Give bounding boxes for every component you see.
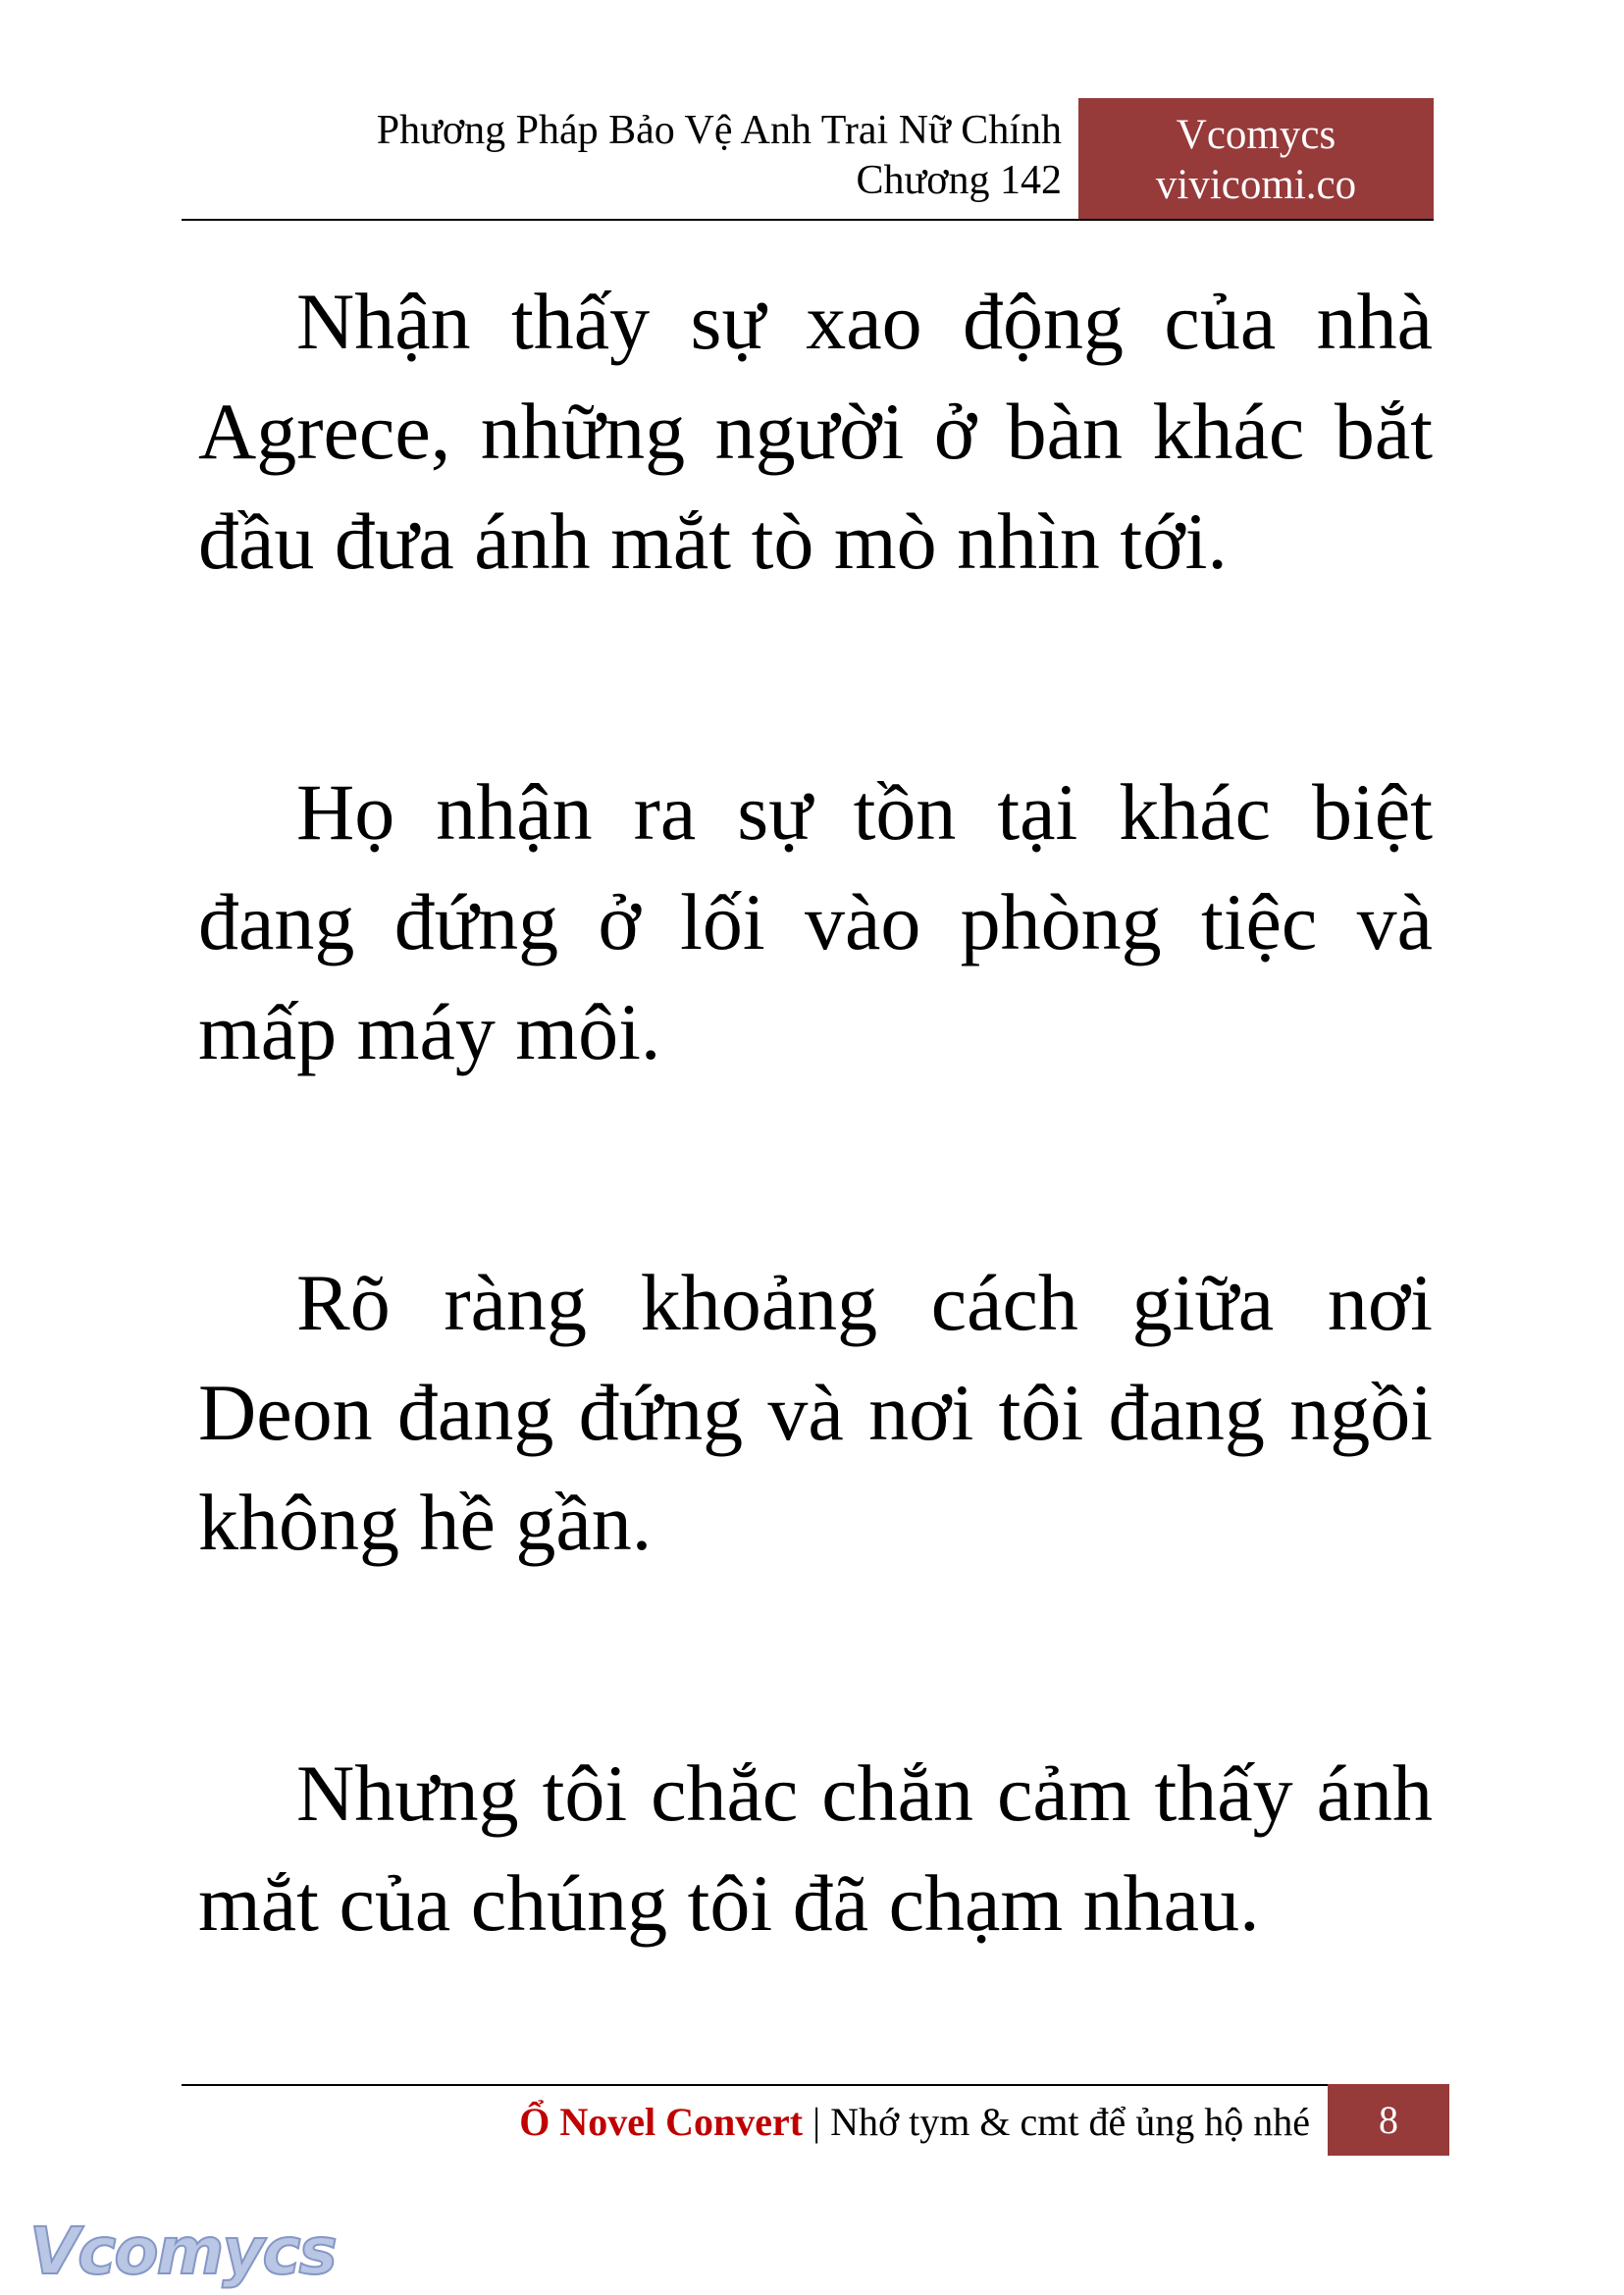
footer-separator: | (803, 2100, 831, 2144)
header-divider (182, 219, 1434, 221)
paragraph-1: Nhận thấy sự xao động của nhà Agrece, những người ở bàn khác bắt đầu đưa ánh mắt tò mò nhìn tới. (198, 277, 1433, 586)
paragraph-2: Họ nhận ra sự tồn tại khác biệt đang đứng ở lối vào phòng tiệc và mấp máy môi. (198, 767, 1433, 1076)
footer-note (294, 2098, 1310, 2147)
page-number: 8 (1328, 2084, 1449, 2156)
running-header (294, 106, 1062, 206)
paragraph-3: Rõ ràng khoảng cách giữa nơi Deon đang đứng và nơi tôi đang ngồi không hề gần. (198, 1258, 1433, 1567)
site-badge-url: vivicomi.co (1155, 162, 1357, 208)
footer-message: Nhớ tym & cmt để ủng hộ nhé (830, 2100, 1310, 2144)
site-badge (1078, 98, 1434, 219)
paragraph-4: Nhưng tôi chắc chắn cảm thấy ánh mắt của chúng tôi đã chạm nhau. (198, 1748, 1433, 1948)
book-title: Phương Pháp Bảo Vệ Anh Trai Nữ Chính (376, 108, 1062, 153)
chapter-label: Chương 142 (856, 158, 1062, 203)
footer-brand: Ổ Novel Convert (519, 2100, 804, 2144)
watermark-logo: Vcomycs (29, 2214, 336, 2289)
site-badge-name: Vcomycs (1176, 112, 1336, 158)
footer-divider (182, 2084, 1328, 2086)
